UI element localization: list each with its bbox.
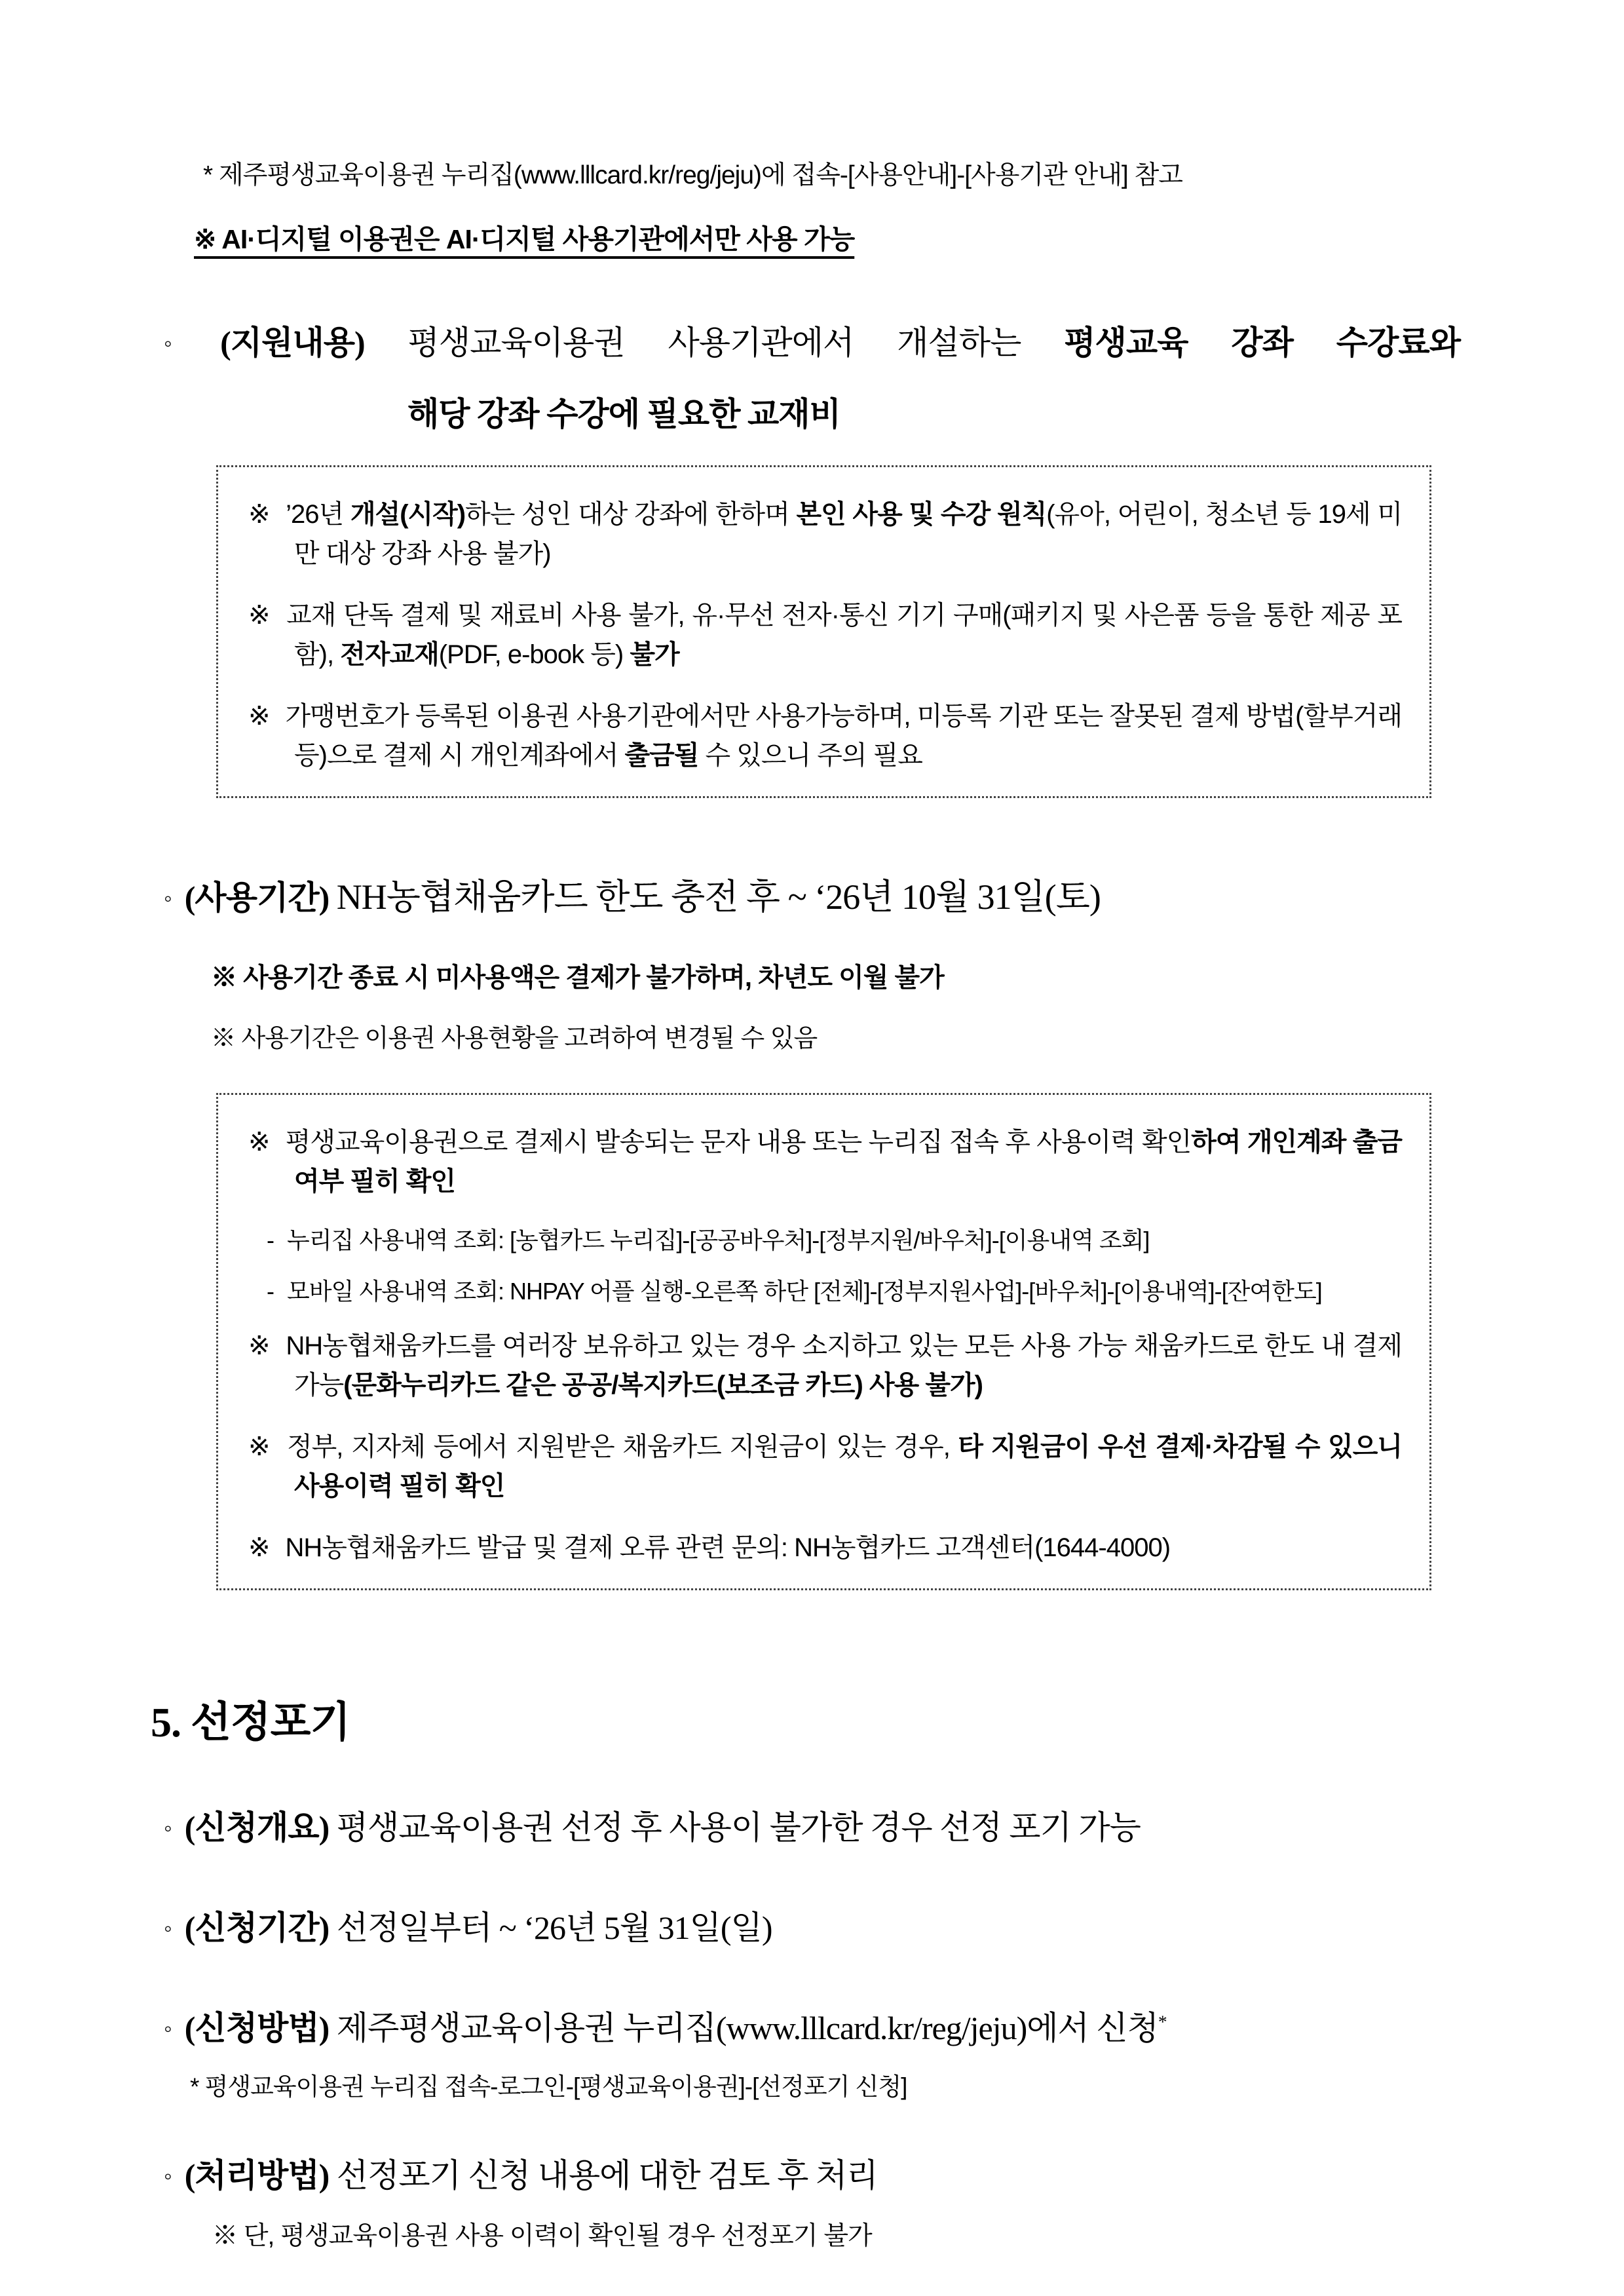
seg: 정부, 지자체 등에서 지원받은 채움카드 지원금이 있는 경우, <box>287 1432 958 1461</box>
usage-note-normal: ※ 사용기간은 이용권 사용현황을 고려하여 변경될 수 있음 <box>211 1025 818 1053</box>
seg: (유아, 어린이, 청소년 등 19세 미만 대상 강좌 사용 불가) <box>294 500 1403 568</box>
payment-details-box <box>216 1093 1431 1590</box>
seg: 불가 <box>630 640 679 669</box>
reference-mark: ※ <box>248 1128 270 1157</box>
apply-overview-label: (신청개요) <box>184 1808 330 1846</box>
ai-digital-note <box>194 218 1460 256</box>
seg: ’26년 <box>286 500 350 529</box>
apply-method-text: 제주평생교육이용권 누리집(www.lllcard.kr/reg/jeju)에서 신청 <box>336 2009 1158 2046</box>
apply-overview-item <box>164 1807 1460 1849</box>
reference-mark: ※ <box>248 601 271 630</box>
box2-sub-2 <box>267 1274 1402 1309</box>
seg: 평생교육이용권으로 결제시 발송되는 문자 내용 또는 누리집 접속 후 사용이력 확인 <box>285 1128 1192 1157</box>
seg: NH농협채움카드를 여러장 보유하고 있는 경우 소지하고 있는 모든 사용 가능 채움카드로 한도 내 결제 가능 <box>286 1331 1402 1400</box>
box2-item-1 <box>248 1122 1402 1201</box>
circle-bullet: ◦ <box>164 1915 172 1942</box>
reference-mark: ※ <box>248 702 270 731</box>
support-content-line2: 해당 강좌 수강에 필요한 교재비 <box>407 396 840 432</box>
circle-bullet: ◦ <box>164 1814 172 1841</box>
circle-bullet: ◦ <box>164 330 208 356</box>
seg: NH농협채움카드 발급 및 결제 오류 관련 문의: NH농협카드 고객센터(1644-4000) <box>285 1533 1171 1562</box>
reference-mark: ※ <box>248 1533 270 1562</box>
usage-note-bold: ※ 사용기간 종료 시 미사용액은 결제가 불가하며, 차년도 이월 불가 <box>211 963 944 993</box>
section-5-title: 5. 선정포기 <box>151 1698 350 1746</box>
apply-overview-text: 평생교육이용권 선정 후 사용이 불가한 경우 선정 포기 가능 <box>336 1808 1141 1846</box>
apply-method-item <box>164 2007 1460 2050</box>
seg: (PDF, e-book 등) <box>438 640 630 669</box>
apply-period-label: (신청기간) <box>184 1909 330 1946</box>
apply-period-item <box>164 1907 1460 1949</box>
reference-mark: ※ <box>248 1331 271 1360</box>
process-method-item <box>164 2154 1460 2197</box>
process-method-note: ※ 단, 평생교육이용권 사용 이력이 확인될 경우 선정포기 불가 <box>212 2221 872 2250</box>
seg: 누리집 사용내역 조회: [농협카드 누리집]-[공공바우처]-[정부지원/바우처]-[이용내역 조회] <box>287 1227 1150 1254</box>
process-method-label: (처리방법) <box>184 2156 330 2194</box>
reference-mark: ※ <box>248 1432 272 1461</box>
seg: 교재 단독 결제 및 재료비 사용 불가, 유·무선 전자·통신 기기 구매(패키지 및 사은품 등을 통한 제공 포함), <box>286 601 1402 669</box>
seg: (문화누리카드 같은 공공/복지카드(보조금 카드) 사용 불가) <box>343 1370 983 1400</box>
support-content-heading <box>164 322 1460 364</box>
box2-item-2 <box>248 1326 1402 1405</box>
seg: 가맹번호가 등록된 이용권 사용기관에서만 사용가능하며, 미등록 기관 또는 잘못된 결제 방법(할부거래 등)으로 결제 시 개인계좌에서 <box>285 702 1403 770</box>
circle-bullet: ◦ <box>164 885 172 911</box>
apply-method-footnote: * 평생교육이용권 누리집 접속-로그인-[평생교육이용권]-[선정포기 신청] <box>190 2073 907 2100</box>
dash-mark: - <box>267 1278 274 1305</box>
seg: 수 있으니 주의 필요 <box>698 741 922 770</box>
box1-item-2 <box>248 596 1402 674</box>
seg: 본인 사용 및 수강 원칙 <box>796 500 1047 529</box>
usage-period-label: (사용기간) <box>184 879 330 916</box>
ai-digital-note-text: ※ AI·디지털 이용권은 AI·디지털 사용기관에서만 사용 가능 <box>194 224 855 254</box>
apply-method-label: (신청방법) <box>184 2009 330 2046</box>
seg: 전자교재 <box>340 640 439 669</box>
support-content-text: 평생교육이용권 사용기관에서 개설하는 <box>407 324 1065 361</box>
box1-item-3 <box>248 697 1402 775</box>
seg: 출금될 <box>624 741 699 770</box>
circle-bullet: ◦ <box>164 2162 172 2189</box>
usage-period-heading <box>164 874 1460 920</box>
seg: 모바일 사용내역 조회: NHPAY 어플 실행-오른쪽 하단 [전체]-[정부지원사업]-[바우처]-[이용내역]-[잔여한도] <box>287 1278 1322 1305</box>
box2-item-3 <box>248 1427 1402 1506</box>
seg: 하여 개인계좌 출금 여부 필히 확인 <box>294 1128 1402 1196</box>
support-content-text-bold: 평생교육 강좌 수강료와 <box>1064 324 1460 361</box>
support-details-box <box>216 465 1431 798</box>
box1-item-1 <box>248 495 1402 573</box>
seg: 타 지원금이 우선 결제·차감될 수 있으니 사용이력 필히 확인 <box>294 1432 1402 1501</box>
reference-mark: ※ <box>248 500 271 529</box>
seg: 하는 성인 대상 강좌에 한하며 <box>465 500 797 529</box>
site-reference-note: * 제주평생교육이용권 누리집(www.lllcard.kr/reg/jeju)에 접속-[사용안내]-[사용기관 안내] 참고 <box>203 161 1182 189</box>
seg: 개설(시작) <box>350 500 466 529</box>
apply-method-footnote-mark: * <box>1158 2010 1167 2031</box>
usage-period-text: NH농협채움카드 한도 충전 후 ~ ‘26년 10월 31일(토) <box>336 877 1101 917</box>
box2-sub-1 <box>267 1223 1402 1257</box>
circle-bullet: ◦ <box>164 2015 172 2042</box>
box2-item-4 <box>248 1528 1402 1567</box>
process-method-text: 선정포기 신청 내용에 대한 검토 후 처리 <box>336 2156 878 2194</box>
support-content-label: (지원내용) <box>220 324 365 361</box>
dash-mark: - <box>267 1227 274 1254</box>
apply-period-text: 선정일부터 ~ ‘26년 5월 31일(일) <box>336 1909 772 1946</box>
